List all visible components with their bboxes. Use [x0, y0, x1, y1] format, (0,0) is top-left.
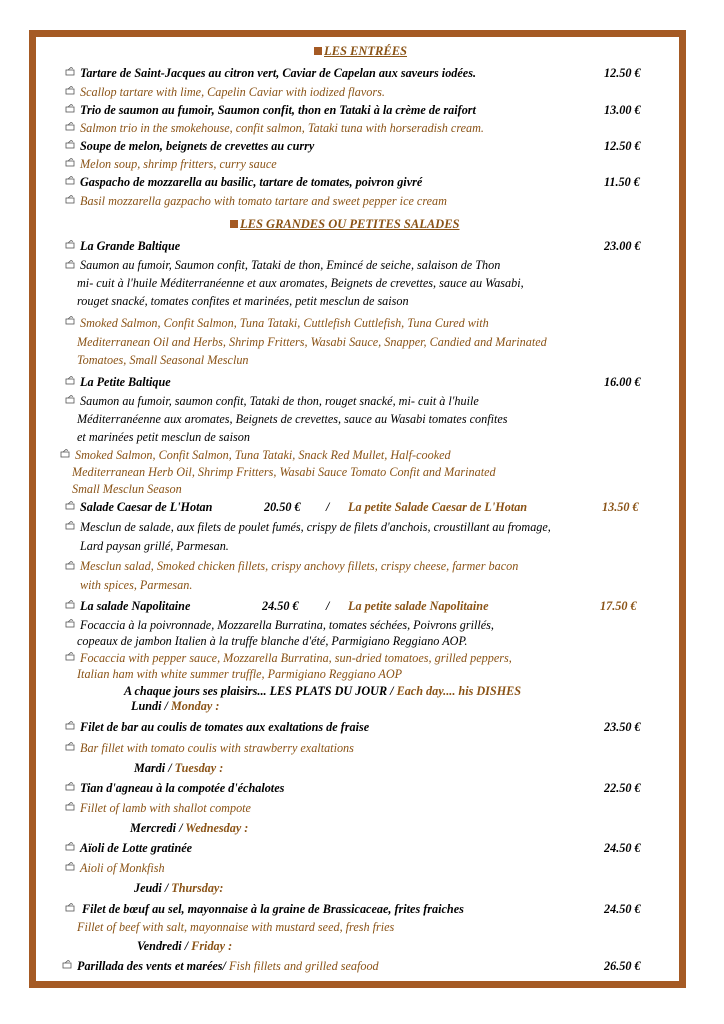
grande-baltique-en-3: Tomatoes, Small Seasonal Mesclun — [77, 353, 249, 367]
bullet-pen-icon — [65, 395, 75, 404]
day-friday-dish: Parillada des vents et marées/ Fish fillets and grilled seafood — [77, 959, 379, 973]
bullet-pen-icon — [65, 316, 75, 325]
napolitaine-en-2: Italian ham with white summer truffle, Parmigiano Reggiano AOP — [77, 667, 403, 681]
petite-baltique-name: La Petite Baltique — [80, 375, 171, 389]
bullet-pen-icon — [65, 802, 75, 811]
bullet-pen-icon — [65, 619, 75, 628]
entree-3-en: Melon soup, shrimp fritters, curry sauce — [80, 157, 277, 171]
napolitaine-fr-1: Focaccia à la poivronnade, Mozzarella Burratina, tomates séchées, Poivrons grillés, — [80, 618, 494, 632]
bullet-pen-icon — [65, 176, 75, 185]
entree-4-fr: Gaspacho de mozzarella au basilic, tartare de tomates, poivron givré — [80, 175, 423, 189]
petite-baltique-fr-3: et marinées petit mesclun de saison — [77, 430, 250, 444]
napolitaine-fr-2: copeaux de jambon Italien à la truffe blanche d'été, Parmigiano Reggiano AOP. — [77, 634, 468, 648]
bullet-pen-icon — [65, 260, 75, 269]
caesar-en-2: with spices, Parmesan. — [80, 578, 193, 592]
caesar-name: Salade Caesar de L'Hotan — [80, 500, 213, 514]
bullet-pen-icon — [65, 521, 75, 530]
napolitaine-slash: / — [326, 599, 330, 613]
day-wednesday-dish-en: Aioli of Monkfish — [80, 861, 165, 875]
petite-baltique-price: 16.00 € — [604, 375, 641, 389]
petite-baltique-en-3: Small Mesclun Season — [72, 482, 182, 496]
bullet-pen-icon — [65, 862, 75, 871]
day-monday-dish-en: Bar fillet with tomato coulis with strawberry exaltations — [80, 741, 354, 755]
bullet-pen-icon — [65, 652, 75, 661]
napolitaine-price: 24.50 € — [262, 599, 299, 613]
caesar-slash: / — [326, 500, 330, 514]
entree-4-en: Basil mozzarella gazpacho with tomato tartare and sweet pepper ice cream — [80, 194, 447, 208]
day-friday-price: 26.50 € — [604, 959, 641, 973]
napolitaine-en-1: Focaccia with pepper sauce, Mozzarella Burratina, sun-dried tomatoes, grilled peppers, — [80, 651, 512, 665]
bullet-pen-icon — [65, 67, 75, 76]
entree-3-price: 12.50 € — [604, 139, 641, 153]
bullet-pen-icon — [65, 561, 75, 570]
petite-baltique-en-1: Smoked Salmon, Confit Salmon, Tuna Tataki, Snack Red Mullet, Half-cooked — [75, 448, 451, 462]
day-tuesday-dish-en: Fillet of lamb with shallot compote — [80, 801, 251, 815]
bullet-pen-icon — [65, 158, 75, 167]
entree-4-price: 11.50 € — [604, 175, 640, 189]
caesar-fr-1: Mesclun de salade, aux filets de poulet fumés, crispy de filets d'anchois, croustillant au fromage, — [80, 520, 551, 534]
day-thursday: Jeudi / Thursday: — [134, 881, 224, 895]
bullet-pen-icon — [65, 195, 75, 204]
bullet-pen-icon — [65, 782, 75, 791]
day-monday-dish: Filet de bar au coulis de tomates aux exaltations de fraise — [80, 720, 370, 734]
entree-1-fr: Tartare de Saint-Jacques au citron vert, Caviar de Capelan aux saveurs iodées. — [80, 66, 476, 80]
day-wednesday-price: 24.50 € — [604, 841, 641, 855]
plats-du-jour-title: A chaque jours ses plaisirs... LES PLATS DU JOUR / Each day.... his DISHES — [124, 684, 522, 698]
bullet-pen-icon — [65, 721, 75, 730]
bullet-pen-icon — [65, 104, 75, 113]
entree-3-fr: Soupe de melon, beignets de crevettes au curry — [80, 139, 315, 153]
day-monday: Lundi / Monday : — [131, 699, 220, 713]
section-title-entrees: LES ENTRÉES — [314, 44, 407, 59]
napolitaine-petite-price: 17.50 € — [600, 599, 637, 613]
bullet-pen-icon — [65, 140, 75, 149]
section-title-salades: LES GRANDES OU PETITES SALADES — [230, 217, 460, 232]
caesar-price: 20.50 € — [264, 500, 301, 514]
bullet-pen-icon — [65, 122, 75, 131]
napolitaine-petite-name: La petite salade Napolitaine — [348, 599, 489, 613]
day-thursday-dish: Filet de bœuf au sel, mayonnaise à la graine de Brassicaceae, frites fraiches — [82, 902, 464, 916]
grande-baltique-fr-1: Saumon au fumoir, Saumon confit, Tataki de thon, Emincé de seiche, salaison de Thon — [80, 258, 501, 272]
bullet-pen-icon — [65, 842, 75, 851]
entree-1-price: 12.50 € — [604, 66, 641, 80]
entree-2-en: Salmon trio in the smokehouse, confit salmon, Tataki tuna with horseradish cream. — [80, 121, 484, 135]
bullet-pen-icon — [62, 960, 72, 969]
petite-baltique-fr-2: Méditerranéenne aux aromates, Beignets de crevettes, sauce au Wasabi tomates confites — [77, 412, 508, 426]
grande-baltique-price: 23.00 € — [604, 239, 641, 253]
day-thursday-dish-en: Fillet of beef with salt, mayonnaise with mustard seed, fresh fries — [77, 920, 395, 934]
grande-baltique-en-2: Mediterranean Oil and Herbs, Shrimp Fritters, Wasabi Sauce, Snapper, Candied and Marinated — [77, 335, 547, 349]
bullet-pen-icon — [65, 501, 75, 510]
day-tuesday-price: 22.50 € — [604, 781, 641, 795]
bullet-pen-icon — [65, 240, 75, 249]
grande-baltique-fr-3: rouget snacké, tomates confites et marinées, petit mesclun de saison — [77, 294, 409, 308]
bullet-pen-icon — [65, 600, 75, 609]
entree-2-price: 13.00 € — [604, 103, 641, 117]
petite-baltique-fr-1: Saumon au fumoir, saumon confit, Tataki de thon, rouget snacké, mi- cuit à l'huile — [80, 394, 479, 408]
caesar-en-1: Mesclun salad, Smoked chicken fillets, crispy anchovy fillets, crispy cheese, farmer bacon — [80, 559, 519, 573]
bullet-pen-icon — [65, 376, 75, 385]
bullet-pen-icon — [65, 742, 75, 751]
entree-2-fr: Trio de saumon au fumoir, Saumon confit, thon en Tataki à la crème de raifort — [80, 103, 476, 117]
bullet-pen-icon — [60, 449, 70, 458]
day-tuesday-dish: Tian d'agneau à la compotée d'échalotes — [80, 781, 285, 795]
caesar-petite-name: La petite Salade Caesar de L'Hotan — [348, 500, 528, 514]
grande-baltique-fr-2: mi- cuit à l'huile Méditerranéenne et aux aromates, Beignets de crevettes, sauce au Wasabi, — [77, 276, 524, 290]
napolitaine-name: La salade Napolitaine — [80, 599, 191, 613]
grande-baltique-en-1: Smoked Salmon, Confit Salmon, Tuna Tataki, Cuttlefish Cuttlefish, Tuna Cured with — [80, 316, 489, 330]
petite-baltique-en-2: Mediterranean Herb Oil, Shrimp Fritters, Wasabi Sauce Tomato Confit and Marinated — [72, 465, 496, 479]
day-wednesday-dish: Aïoli de Lotte gratinée — [80, 841, 193, 855]
bullet-pen-icon — [65, 86, 75, 95]
day-friday: Vendredi / Friday : — [137, 939, 233, 953]
day-wednesday: Mercredi / Wednesday : — [130, 821, 249, 835]
caesar-petite-price: 13.50 € — [602, 500, 639, 514]
day-tuesday: Mardi / Tuesday : — [134, 761, 224, 775]
caesar-fr-2: Lard paysan grillé, Parmesan. — [80, 539, 229, 553]
entree-1-en: Scallop tartare with lime, Capelin Caviar with iodized flavors. — [80, 85, 385, 99]
day-thursday-price: 24.50 € — [604, 902, 641, 916]
day-monday-price: 23.50 € — [604, 720, 641, 734]
grande-baltique-name: La Grande Baltique — [80, 239, 181, 253]
bullet-pen-icon — [65, 903, 75, 912]
